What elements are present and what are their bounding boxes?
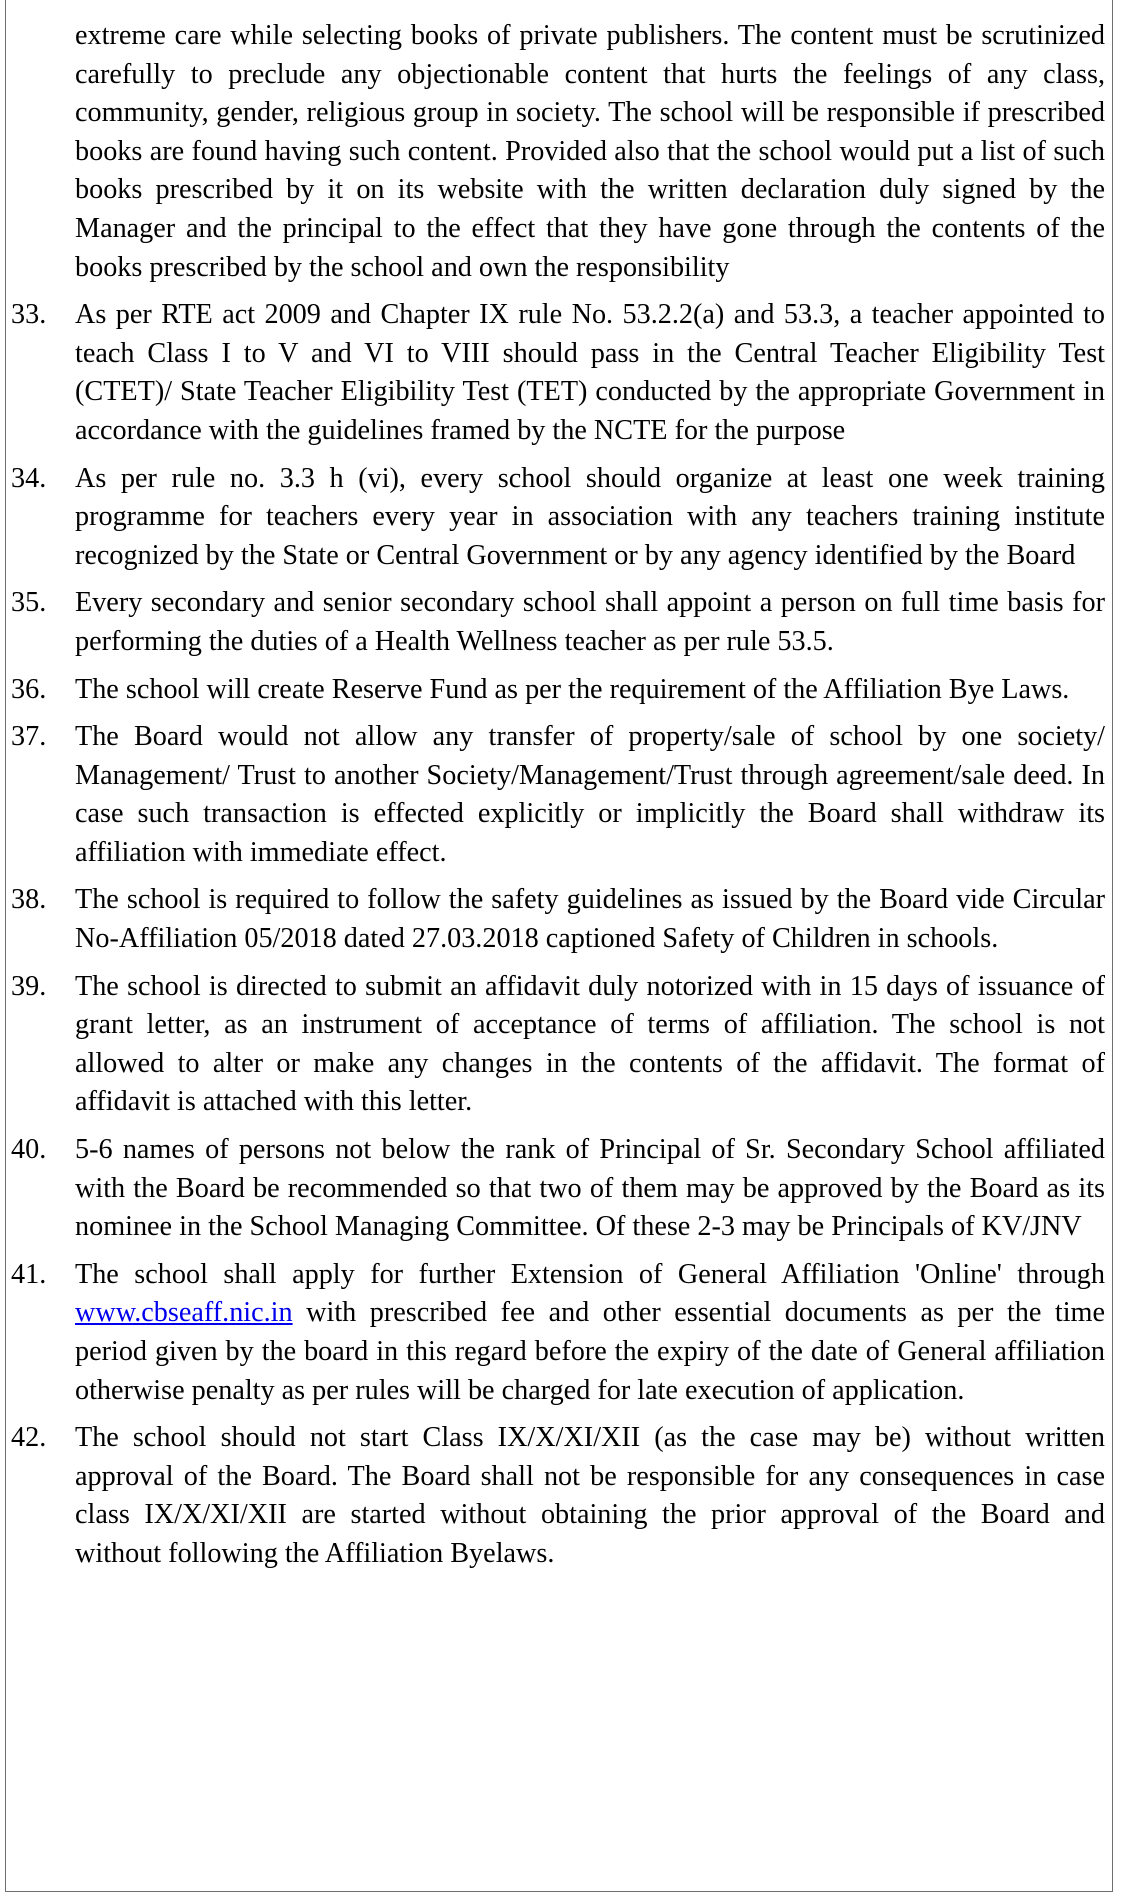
item-number: 35. xyxy=(11,587,47,619)
item-text-after-link: with prescribed fee and other essential documents as per the time period given by the board in this regard before the expiry of the date of General affiliation otherwise penalty as per rules will be charged for late execution of application. xyxy=(75,1297,1105,1406)
item-number: 39. xyxy=(11,970,47,1002)
item-text: As per rule no. 3.3 h (vi), every school should organize at least one week training programme for teachers every year in association with any teachers training institute recognized by the State or Central Government or by any agency identified by the Board xyxy=(75,462,1105,571)
list-item-34 xyxy=(11,460,1105,576)
item-text: The school should not start Class IX/X/XI/XII (as the case may be) without written approval of the Board. The Board shall not be responsible for any consequences in case class IX/X/XI/XII are started without obtaining the prior approval of the Board and without following the Affiliation Byelaws. xyxy=(75,1422,1105,1569)
item-text: As per RTE act 2009 and Chapter IX rule No. 53.2.2(a) and 53.3, a teacher appointed to teach Class I to V and VI to VIII should pass in the Central Teacher Eligibility Test (CTET)/ State Teacher Eligibility Test (TET) conducted by the appropriate Government in accordance with the guidelines framed by the NCTE for the purpose xyxy=(75,299,1105,446)
item-number: 37. xyxy=(11,721,47,753)
item-text: Every secondary and senior secondary school shall appoint a person on full time basis for performing the duties of a Health Wellness teacher as per rule 53.5. xyxy=(75,587,1105,657)
list-item-39 xyxy=(11,968,1105,1122)
item-text xyxy=(75,1256,1105,1410)
item-text: The school is directed to submit an affidavit duly notorized with in 15 days of issuance of grant letter, as an instrument of acceptance of terms of affiliation. The school is not allowed to alter or make any changes in the contents of the affidavit. The format of affidavit is attached with this letter. xyxy=(75,970,1105,1118)
cbseaff-website-link[interactable]: www.cbseaff.nic.in xyxy=(75,1297,293,1329)
list-item-40 xyxy=(11,1131,1105,1247)
item-number: 42. xyxy=(11,1422,47,1454)
item-number: 41. xyxy=(11,1258,47,1290)
item-number: 33. xyxy=(11,299,47,331)
list-item-33 xyxy=(11,296,1105,450)
list-item-38 xyxy=(11,881,1105,958)
item-text: The school is required to follow the safety guidelines as issued by the Board vide Circular No-Affiliation 05/2018 dated 27.03.2018 captioned Safety of Children in schools. xyxy=(75,884,1105,955)
item-text: The school will create Reserve Fund as per the requirement of the Affiliation Bye Laws. xyxy=(75,673,1070,705)
document-body xyxy=(11,17,1105,1574)
list-item-36 xyxy=(11,671,1105,710)
item-text: 5-6 names of persons not below the rank of Principal of Sr. Secondary School affiliated with the Board be recommended so that two of them may be approved by the Board as its nominee in the School Managing Committee. Of these 2-3 may be Principals of KV/JNV xyxy=(75,1134,1105,1243)
item-number: 38. xyxy=(11,884,47,916)
list-item-42 xyxy=(11,1419,1105,1573)
item-number: 34. xyxy=(11,462,47,494)
list-item-37 xyxy=(11,718,1105,872)
list-item-41 xyxy=(11,1256,1105,1410)
list-item-35 xyxy=(11,584,1105,661)
intro-paragraph: extreme care while selecting books of private publishers. The content must be scrutinized carefully to preclude any objectionable content that hurts the feelings of any class, community, gender, religious group in society. The school will be responsible if prescribed books are found having such content. Provided also that the school would put a list of such books prescribed by it on its website with the written declaration duly signed by the Manager and the principal to the effect that they have gone through the contents of the books prescribed by the school and own the responsibility xyxy=(75,20,1105,283)
item-text: The Board would not allow any transfer of property/sale of school by one society/ Management/ Trust to another Society/Management/Trust through agreement/sale deed. In case such transaction is effected explicitly or implicitly the Board shall withdraw its affiliation with immediate effect. xyxy=(75,721,1105,868)
item-text-before-link: The school shall apply for further Extension of General Affiliation 'Online' through xyxy=(75,1258,1105,1290)
item-number: 40. xyxy=(11,1134,47,1166)
item-number: 36. xyxy=(11,673,47,705)
